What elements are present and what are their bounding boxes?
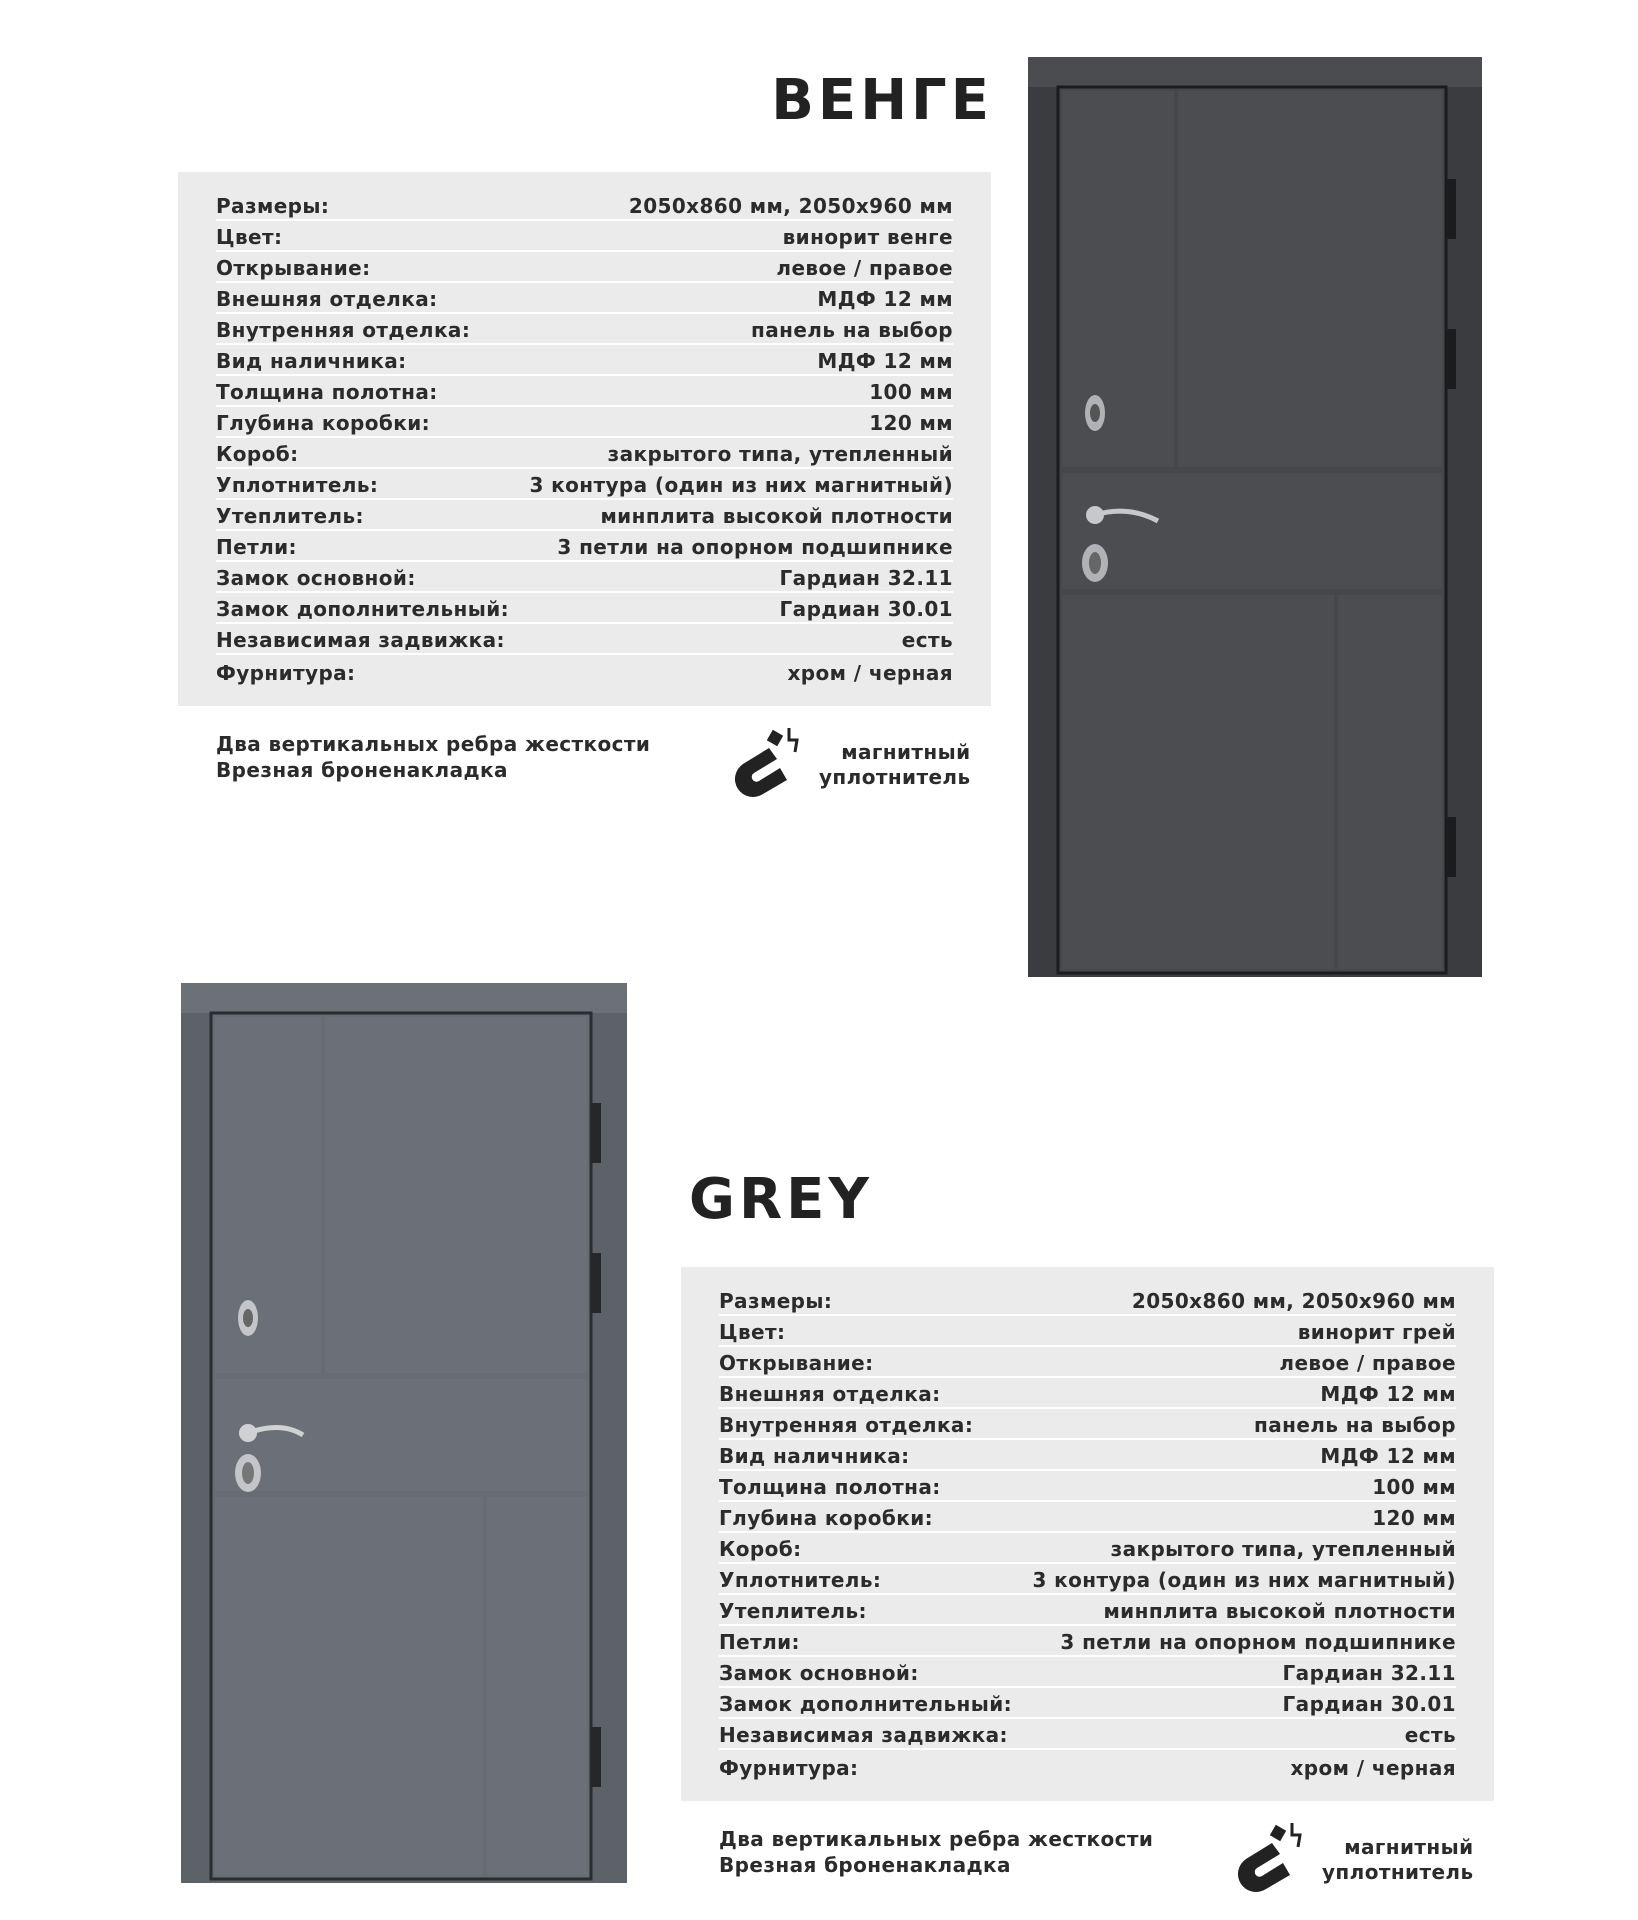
spec-label: Вид наличника: (719, 1444, 910, 1468)
spec-label: Фурнитура: (216, 661, 356, 685)
spec-row (216, 376, 953, 407)
spec-label: Толщина полотна: (216, 380, 438, 404)
spec-value: 120 мм (1372, 1506, 1456, 1530)
spec-label: Внутренняя отделка: (719, 1413, 974, 1437)
spec-label: Замок основной: (216, 566, 416, 590)
spec-value: левое / правое (776, 256, 953, 280)
magnet-icon (729, 726, 809, 804)
spec-value: МДФ 12 мм (1320, 1382, 1456, 1406)
spec-row (216, 624, 953, 655)
spec-row (719, 1347, 1456, 1378)
spec-value: 3 петли на опорном подшипнике (1060, 1630, 1456, 1654)
door-image-wenge (1028, 57, 1482, 977)
spec-row (216, 593, 953, 624)
spec-row (719, 1502, 1456, 1533)
spec-label: Петли: (216, 535, 297, 559)
spec-value: Гардиан 32.11 (779, 566, 953, 590)
spec-label: Внутренняя отделка: (216, 318, 471, 342)
features-wenge (216, 731, 650, 783)
spec-label: Замок основной: (719, 1661, 919, 1685)
spec-label: Вид наличника: (216, 349, 407, 373)
spec-row (719, 1471, 1456, 1502)
magnet-badge-grey (1232, 1821, 1474, 1899)
spec-label: Утеплитель: (719, 1599, 867, 1623)
spec-row (216, 221, 953, 252)
magnet-icon (1232, 1821, 1312, 1899)
spec-value: Гардиан 30.01 (1282, 1692, 1456, 1716)
spec-row (216, 562, 953, 593)
spec-value: панель на выбор (751, 318, 953, 342)
spec-label: Внешняя отделка: (216, 287, 438, 311)
spec-value: 3 петли на опорном подшипнике (557, 535, 953, 559)
spec-table-grey (681, 1267, 1494, 1801)
spec-label: Глубина коробки: (216, 411, 431, 435)
feature-item: Два вертикальных ребра жесткости (216, 732, 651, 756)
spec-label: Независимая задвижка: (216, 628, 505, 652)
spec-value: хром / черная (1290, 1756, 1456, 1780)
spec-label: Короб: (719, 1537, 802, 1561)
spec-value: Гардиан 30.01 (779, 597, 953, 621)
spec-value: 3 контура (один из них магнитный) (1032, 1568, 1456, 1592)
spec-label: Размеры: (719, 1289, 833, 1313)
feature-item: Врезная броненакладка (719, 1853, 1011, 1877)
spec-value: винорит венге (782, 225, 953, 249)
spec-value: 120 мм (869, 411, 953, 435)
spec-label: Открывание: (216, 256, 371, 280)
spec-value: 3 контура (один из них магнитный) (529, 473, 953, 497)
spec-row (719, 1409, 1456, 1440)
product-title-wenge: ВЕНГЕ (771, 68, 993, 133)
magnet-badge-wenge (729, 726, 971, 804)
features-grey (719, 1826, 1153, 1878)
spec-value: закрытого типа, утепленный (607, 442, 953, 466)
spec-label: Цвет: (216, 225, 283, 249)
spec-row (216, 469, 953, 500)
spec-row (216, 283, 953, 314)
spec-label: Цвет: (719, 1320, 786, 1344)
spec-row (719, 1688, 1456, 1719)
spec-value: МДФ 12 мм (817, 349, 953, 373)
spec-row (719, 1595, 1456, 1626)
feature-item: Два вертикальных ребра жесткости (719, 1827, 1154, 1851)
spec-table-wenge (178, 172, 991, 706)
spec-row (216, 438, 953, 469)
spec-row (719, 1440, 1456, 1471)
spec-label: Размеры: (216, 194, 330, 218)
spec-label: Утеплитель: (216, 504, 364, 528)
spec-row (216, 314, 953, 345)
spec-label: Короб: (216, 442, 299, 466)
product-title-grey: GREY (689, 1167, 873, 1232)
spec-value: Гардиан 32.11 (1282, 1661, 1456, 1685)
spec-label: Открывание: (719, 1351, 874, 1375)
spec-row (719, 1533, 1456, 1564)
spec-row (216, 190, 953, 221)
spec-label: Толщина полотна: (719, 1475, 941, 1499)
magnet-label-line1: магнитный (1344, 1835, 1474, 1859)
spec-value: закрытого типа, утепленный (1110, 1537, 1456, 1561)
spec-row (216, 252, 953, 283)
feature-item: Врезная броненакладка (216, 758, 508, 782)
spec-label: Внешняя отделка: (719, 1382, 941, 1406)
spec-row (216, 345, 953, 376)
spec-value: МДФ 12 мм (1320, 1444, 1456, 1468)
spec-value: есть (901, 628, 953, 652)
spec-value: есть (1404, 1723, 1456, 1747)
spec-row (719, 1626, 1456, 1657)
spec-label: Независимая задвижка: (719, 1723, 1008, 1747)
door-image-grey (181, 983, 627, 1883)
spec-value: 100 мм (869, 380, 953, 404)
spec-row (719, 1719, 1456, 1750)
spec-label: Петли: (719, 1630, 800, 1654)
spec-label: Замок дополнительный: (216, 597, 510, 621)
spec-value: МДФ 12 мм (817, 287, 953, 311)
magnet-label-line2: уплотнитель (819, 765, 971, 789)
spec-value: хром / черная (787, 661, 953, 685)
spec-value: минплита высокой плотности (600, 504, 953, 528)
spec-label: Фурнитура: (719, 1756, 859, 1780)
spec-value: 2050х860 мм, 2050х960 мм (628, 194, 953, 218)
spec-row (719, 1750, 1456, 1781)
spec-row (216, 655, 953, 686)
spec-row (719, 1316, 1456, 1347)
spec-label: Замок дополнительный: (719, 1692, 1013, 1716)
spec-row (216, 407, 953, 438)
spec-value: 2050х860 мм, 2050х960 мм (1131, 1289, 1456, 1313)
magnet-label-line1: магнитный (841, 740, 971, 764)
spec-row (719, 1657, 1456, 1688)
spec-row (719, 1285, 1456, 1316)
spec-label: Уплотнитель: (719, 1568, 882, 1592)
spec-label: Уплотнитель: (216, 473, 379, 497)
spec-row (216, 531, 953, 562)
magnet-label-line2: уплотнитель (1322, 1860, 1474, 1884)
spec-label: Глубина коробки: (719, 1506, 934, 1530)
spec-value: левое / правое (1279, 1351, 1456, 1375)
spec-value: минплита высокой плотности (1103, 1599, 1456, 1623)
spec-row (719, 1564, 1456, 1595)
spec-value: винорит грей (1297, 1320, 1456, 1344)
spec-value: 100 мм (1372, 1475, 1456, 1499)
spec-value: панель на выбор (1254, 1413, 1456, 1437)
spec-row (216, 500, 953, 531)
spec-row (719, 1378, 1456, 1409)
